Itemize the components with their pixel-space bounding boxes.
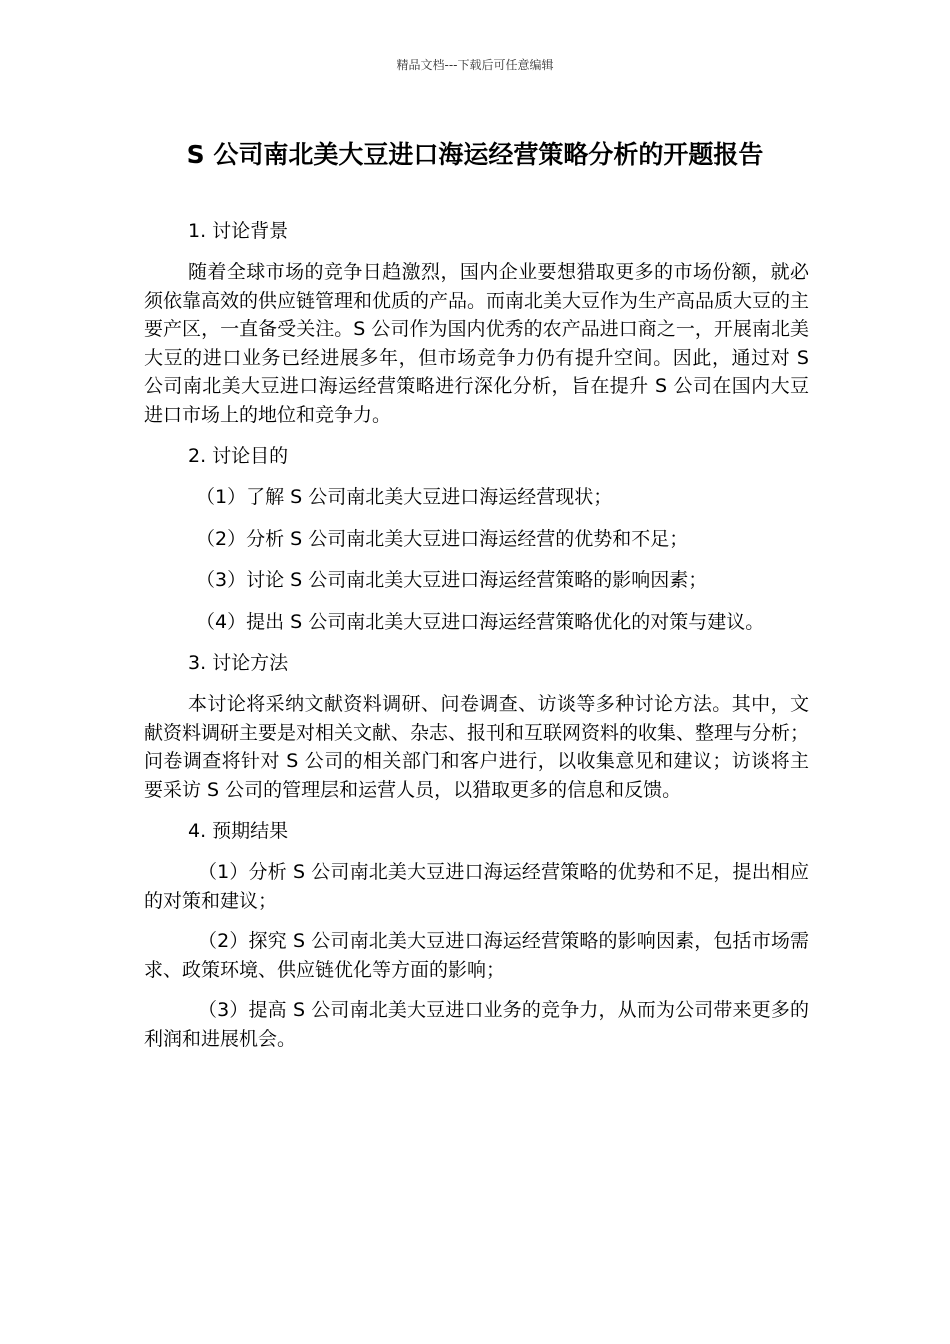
background-paragraph: 随着全球市场的竞争日趋激烈，国内企业要想猎取更多的市场份额，就必须依靠高效的供应链管理和优质的产品。而南北美大豆作为生产高品质大豆的主要产区，一直备受关注。S 公司作为国内优秀的农产品进口商之一，开展南北美大豆的进口业务已经进展多年，但市场竞争力仍有提升空间。因此，通过对 S 公司南北美大豆进口海运经营策略进行深化分析，旨在提升 S 公司在国内大豆进口市场上的地位和竞争力。 bbox=[144, 261, 810, 426]
section-heading-background: 1. 讨论背景 bbox=[188, 220, 289, 242]
result-item: （1）分析 S 公司南北美大豆进口海运经营策略的优势和不足，提出相应的对策和建议； bbox=[144, 861, 809, 912]
result-item: （2）探究 S 公司南北美大豆进口海运经营策略的影响因素，包括市场需求、政策环境、供应链优化等方面的影响； bbox=[144, 930, 809, 981]
section-heading-purpose: 2. 讨论目的 bbox=[188, 445, 289, 467]
purpose-item: （2）分析 S 公司南北美大豆进口海运经营的优势和不足； bbox=[196, 527, 689, 550]
method-paragraph: 本讨论将采纳文献资料调研、问卷调查、访谈等多种讨论方法。其中，文献资料调研主要是对相关文献、杂志、报刊和互联网资料的收集、整理与分析；问卷调查将针对 S 公司的相关部门和客户进行，以收集意见和建议；访谈将主要采访 S 公司的管理层和运营人员，以猎取更多的信息和反馈。 bbox=[144, 693, 810, 801]
result-item: （3）提高 S 公司南北美大豆进口业务的竞争力，从而为公司带来更多的利润和进展机会。 bbox=[144, 999, 809, 1050]
section-heading-results: 4. 预期结果 bbox=[188, 820, 289, 842]
header-note: 精品文档---下载后可任意编辑 bbox=[396, 58, 554, 72]
purpose-item: （3）讨论 S 公司南北美大豆进口海运经营策略的影响因素； bbox=[196, 569, 708, 591]
document-title: S 公司南北美大豆进口海运经营策略分析的开题报告 bbox=[186, 140, 764, 169]
section-heading-method: 3. 讨论方法 bbox=[188, 652, 289, 674]
purpose-item: （4）提出 S 公司南北美大豆进口海运经营策略优化的对策与建议。 bbox=[196, 610, 765, 633]
purpose-item: （1）了解 S 公司南北美大豆进口海运经营现状； bbox=[196, 486, 613, 508]
document-body bbox=[144, 217, 809, 1065]
